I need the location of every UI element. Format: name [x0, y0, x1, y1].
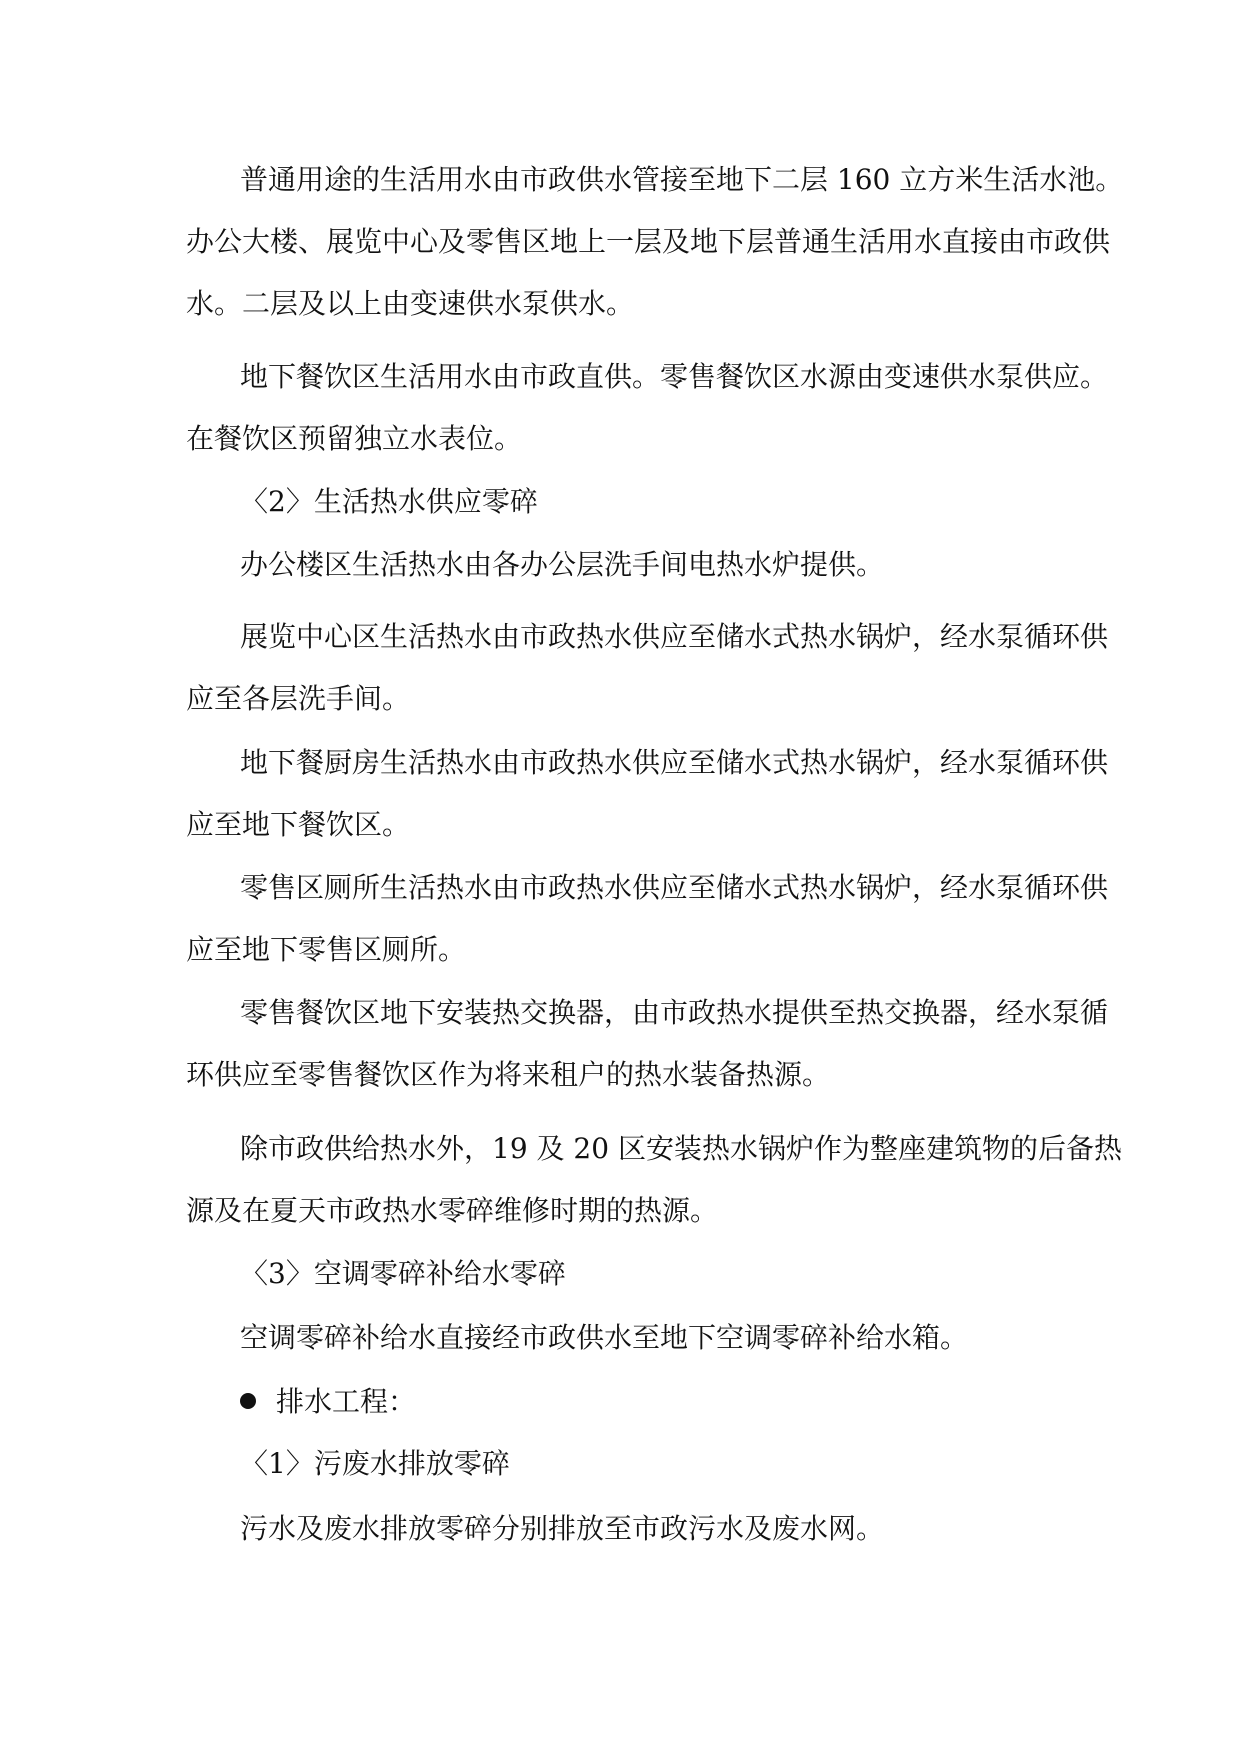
- paragraph-line: 污水及废水排放零碎分别排放至市政污水及废水网。: [240, 1512, 885, 1545]
- paragraph-line: 零售餐饮区地下安装热交换器，由市政热水提供至热交换器，经水泵循: [240, 996, 1109, 1029]
- bullet-icon: [240, 1393, 256, 1409]
- bullet-item: [240, 1382, 416, 1422]
- paragraph-line: 地下餐厨房生活热水由市政热水供应至储水式热水锅炉，经水泵循环供: [240, 746, 1109, 779]
- paragraph-line: 应至地下餐饮区。: [186, 808, 411, 841]
- paragraph-line: 除市政供给热水外，19 及 20 区安装热水锅炉作为整座建筑物的后备热: [240, 1132, 1122, 1165]
- paragraph-line: 在餐饮区预留独立水表位。: [186, 422, 523, 455]
- paragraph-line: 源及在夏天市政热水零碎维修时期的热源。: [186, 1194, 719, 1227]
- paragraph-line: 应至地下零售区厕所。: [186, 933, 467, 966]
- section-heading: 〈2〉生活热水供应零碎: [240, 485, 538, 518]
- paragraph-line: 办公大楼、展览中心及零售区地上一层及地下层普通生活用水直接由市政供: [186, 225, 1111, 258]
- paragraph-line: 水。二层及以上由变速供水泵供水。: [186, 287, 635, 320]
- paragraph-line: 零售区厕所生活热水由市政热水供应至储水式热水锅炉，经水泵循环供: [240, 871, 1109, 904]
- paragraph-line: 地下餐饮区生活用水由市政直供。零售餐饮区水源由变速供水泵供应。: [240, 360, 1109, 393]
- paragraph-line: 应至各层洗手间。: [186, 682, 411, 715]
- section-heading: 〈1〉污废水排放零碎: [240, 1447, 510, 1480]
- paragraph-line: 环供应至零售餐饮区作为将来租户的热水装备热源。: [186, 1058, 831, 1091]
- paragraph-line: 展览中心区生活热水由市政热水供应至储水式热水锅炉，经水泵循环供: [240, 620, 1109, 653]
- paragraph-line: 办公楼区生活热水由各办公层洗手间电热水炉提供。: [240, 548, 885, 581]
- section-heading: 〈3〉空调零碎补给水零碎: [240, 1257, 566, 1290]
- paragraph-line: 普通用途的生活用水由市政供水管接至地下二层 160 立方米生活水池。: [240, 163, 1124, 196]
- bullet-label: 排水工程：: [276, 1385, 417, 1418]
- paragraph-line: 空调零碎补给水直接经市政供水至地下空调零碎补给水箱。: [240, 1321, 969, 1354]
